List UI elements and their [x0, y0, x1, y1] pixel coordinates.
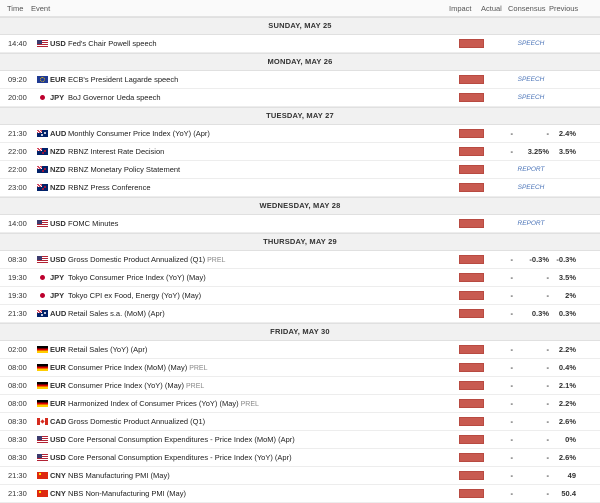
impact-indicator [459, 309, 487, 318]
actual-value: - [510, 399, 513, 408]
event-row[interactable] [0, 305, 600, 323]
event-name-text: RBNZ Press Conference [68, 183, 151, 192]
event-row[interactable] [0, 413, 600, 431]
impact-high-bar [459, 381, 484, 390]
event-currency: NZD [50, 165, 66, 174]
usd-flag-icon [37, 220, 48, 227]
actual-value: - [510, 129, 513, 138]
event-currency: NZD [50, 183, 66, 192]
consensus-value: - [546, 381, 549, 390]
event-currency: CNY [50, 471, 66, 480]
event-name[interactable] [68, 129, 458, 138]
event-row[interactable] [0, 431, 600, 449]
event-currency: USD [50, 453, 66, 462]
event-currency: USD [50, 255, 66, 264]
day-header: THURSDAY, MAY 29 [0, 233, 600, 251]
event-time: 19:30 [8, 273, 27, 282]
impact-high-bar [459, 417, 484, 426]
jpy-flag-icon [37, 274, 48, 281]
event-time: 09:20 [8, 75, 27, 84]
previous-value: 2% [565, 291, 576, 300]
event-name[interactable] [68, 39, 458, 48]
consensus-value: - [546, 435, 549, 444]
jpy-flag-icon [37, 94, 48, 101]
impact-high-bar [459, 273, 484, 282]
consensus-value: - [546, 345, 549, 354]
event-row[interactable] [0, 179, 600, 197]
event-name[interactable] [68, 273, 458, 282]
event-row[interactable] [0, 143, 600, 161]
event-link[interactable]: SPEECH [517, 94, 545, 101]
event-row[interactable] [0, 485, 600, 503]
impact-indicator [459, 129, 487, 138]
impact-indicator [459, 381, 487, 390]
aud-flag-icon [37, 130, 48, 137]
previous-value: 0.4% [558, 363, 576, 372]
header-event[interactable]: Event [31, 3, 51, 13]
event-name[interactable] [68, 309, 458, 318]
event-currency: JPY [50, 291, 65, 300]
usd-flag-icon [37, 40, 48, 47]
impact-indicator [459, 255, 487, 264]
impact-indicator [459, 345, 487, 354]
event-link[interactable]: REPORT [517, 166, 545, 173]
consensus-value: 0.3% [531, 309, 549, 318]
event-time: 22:00 [8, 165, 27, 174]
impact-high-bar [459, 183, 484, 192]
event-name[interactable] [68, 381, 458, 390]
event-time: 08:00 [8, 381, 27, 390]
event-time: 08:30 [8, 435, 27, 444]
event-link[interactable]: SPEECH [517, 40, 545, 47]
event-name-text: RBNZ Interest Rate Decision [68, 147, 165, 156]
previous-value: 2.4% [558, 129, 576, 138]
event-name[interactable] [68, 417, 458, 426]
table-header [0, 0, 600, 17]
header-previous[interactable]: Previous [549, 3, 579, 13]
impact-indicator [459, 399, 487, 408]
cny-flag-icon [37, 490, 48, 497]
impact-high-bar [459, 489, 484, 498]
event-currency: EUR [50, 75, 66, 84]
previous-value: 3.5% [558, 273, 576, 282]
aud-flag-icon [37, 310, 48, 317]
impact-indicator [459, 39, 487, 48]
actual-value: - [510, 309, 513, 318]
event-name-text: BoJ Governor Ueda speech [68, 93, 161, 102]
consensus-value: - [546, 453, 549, 462]
event-time: 23:00 [8, 183, 27, 192]
event-name[interactable] [68, 219, 458, 228]
consensus-value: - [546, 399, 549, 408]
event-name-text: Gross Domestic Product Annualized (Q1) [68, 417, 206, 426]
impact-high-bar [459, 399, 484, 408]
previous-value: 49 [567, 471, 576, 480]
impact-indicator [459, 453, 487, 462]
cny-flag-icon [37, 472, 48, 479]
event-name-text: Retail Sales s.a. (MoM) (Apr) [68, 309, 165, 318]
calendar-body [0, 17, 600, 503]
event-name-text: FOMC Minutes [68, 219, 119, 228]
day-header: WEDNESDAY, MAY 28 [0, 197, 600, 215]
impact-high-bar [459, 471, 484, 480]
eur-flag-icon [37, 76, 48, 83]
impact-high-bar [459, 219, 484, 228]
event-time: 08:00 [8, 363, 27, 372]
event-time: 08:30 [8, 453, 27, 462]
event-name-text: Monthly Consumer Price Index (YoY) (Apr) [68, 129, 210, 138]
consensus-value: - [546, 273, 549, 282]
event-name[interactable] [68, 165, 458, 174]
impact-high-bar [459, 453, 484, 462]
prel-badge: PREL [186, 383, 205, 390]
header-impact[interactable]: Impact [449, 3, 472, 13]
actual-value: - [510, 417, 513, 426]
event-name-text: Gross Domestic Product Annualized (Q1) [68, 255, 206, 264]
event-name-text: NBS Non-Manufacturing PMI (May) [68, 489, 186, 498]
impact-high-bar [459, 255, 484, 264]
prel-badge: PREL [240, 401, 259, 408]
event-row[interactable] [0, 71, 600, 89]
actual-value: - [510, 345, 513, 354]
event-name-text: ECB's President Lagarde speech [68, 75, 179, 84]
impact-indicator [459, 165, 487, 174]
eur-de-flag-icon [37, 346, 48, 353]
event-row[interactable] [0, 395, 600, 413]
event-row[interactable] [0, 161, 600, 179]
event-name[interactable] [68, 453, 458, 462]
actual-value: - [510, 291, 513, 300]
consensus-value: - [546, 417, 549, 426]
previous-value: 2.6% [558, 453, 576, 462]
previous-value: 0% [565, 435, 576, 444]
actual-value: - [510, 273, 513, 282]
actual-value: - [510, 489, 513, 498]
actual-value: - [510, 381, 513, 390]
event-currency: USD [50, 39, 66, 48]
event-currency: CAD [50, 417, 67, 426]
event-currency: EUR [50, 381, 66, 390]
day-header: SUNDAY, MAY 25 [0, 17, 600, 35]
event-name-text: Retail Sales (YoY) (Apr) [68, 345, 148, 354]
event-time: 21:30 [8, 309, 27, 318]
event-row[interactable] [0, 269, 600, 287]
impact-high-bar [459, 93, 484, 102]
impact-indicator [459, 417, 487, 426]
impact-indicator [459, 435, 487, 444]
event-name-text: RBNZ Monetary Policy Statement [68, 165, 181, 174]
event-link[interactable]: SPEECH [517, 76, 545, 83]
event-name-text: Core Personal Consumption Expenditures - Price Index (MoM) (Apr) [68, 435, 295, 444]
impact-high-bar [459, 363, 484, 372]
eur-de-flag-icon [37, 382, 48, 389]
jpy-flag-icon [37, 292, 48, 299]
event-currency: EUR [50, 345, 66, 354]
event-name[interactable] [68, 489, 458, 498]
event-name-text: Tokyo Consumer Price Index (YoY) (May) [68, 273, 206, 282]
event-currency: NZD [50, 147, 66, 156]
event-time: 08:30 [8, 417, 27, 426]
event-link[interactable]: REPORT [517, 220, 545, 227]
header-consensus[interactable]: Consensus [508, 3, 546, 13]
impact-indicator [459, 75, 487, 84]
impact-high-bar [459, 147, 484, 156]
consensus-value: - [546, 471, 549, 480]
event-name-text: Fed's Chair Powell speech [68, 39, 157, 48]
event-name[interactable] [68, 93, 458, 102]
prel-badge: PREL [189, 365, 208, 372]
event-time: 21:30 [8, 489, 27, 498]
event-name[interactable] [68, 363, 458, 372]
nzd-flag-icon [37, 166, 48, 173]
event-row[interactable] [0, 215, 600, 233]
cad-flag-icon [37, 418, 48, 425]
nzd-flag-icon [37, 148, 48, 155]
previous-value: -0.3% [556, 255, 576, 264]
day-header: TUESDAY, MAY 27 [0, 107, 600, 125]
previous-value: 0.3% [558, 309, 576, 318]
actual-value: - [510, 363, 513, 372]
event-name-text: Tokyo CPI ex Food, Energy (YoY) (May) [68, 291, 202, 300]
impact-high-bar [459, 165, 484, 174]
event-time: 02:00 [8, 345, 27, 354]
eur-de-flag-icon [37, 364, 48, 371]
event-time: 21:30 [8, 129, 27, 138]
consensus-value: - [546, 129, 549, 138]
event-currency: EUR [50, 399, 66, 408]
event-name[interactable] [68, 471, 458, 480]
event-name-text: Consumer Price Index (MoM) (May) [68, 363, 188, 372]
usd-flag-icon [37, 256, 48, 263]
header-actual[interactable]: Actual [481, 3, 502, 13]
event-name[interactable] [68, 291, 458, 300]
impact-high-bar [459, 309, 484, 318]
event-link[interactable]: SPEECH [517, 184, 545, 191]
event-name-text: Harmonized Index of Consumer Prices (YoY) (May) [68, 399, 239, 408]
impact-indicator [459, 489, 487, 498]
impact-indicator [459, 93, 487, 102]
event-currency: EUR [50, 363, 66, 372]
impact-indicator [459, 363, 487, 372]
event-currency: CNY [50, 489, 66, 498]
event-currency: JPY [50, 273, 65, 282]
impact-indicator [459, 219, 487, 228]
event-name[interactable] [68, 435, 458, 444]
event-name[interactable] [68, 399, 458, 408]
impact-indicator [459, 471, 487, 480]
event-row[interactable] [0, 467, 600, 485]
event-name[interactable] [68, 255, 458, 264]
previous-value: 2.1% [558, 381, 576, 390]
consensus-value: 3.25% [527, 147, 549, 156]
event-name[interactable] [68, 75, 458, 84]
previous-value: 2.2% [558, 399, 576, 408]
consensus-value: -0.3% [529, 255, 549, 264]
event-time: 08:30 [8, 255, 27, 264]
actual-value: - [510, 435, 513, 444]
nzd-flag-icon [37, 184, 48, 191]
event-time: 19:30 [8, 291, 27, 300]
event-time: 20:00 [8, 93, 27, 102]
impact-high-bar [459, 345, 484, 354]
previous-value: 50.4 [561, 489, 576, 498]
event-currency: JPY [50, 93, 65, 102]
event-row[interactable] [0, 35, 600, 53]
previous-value: 3.5% [558, 147, 576, 156]
impact-indicator [459, 291, 487, 300]
event-name[interactable] [68, 183, 458, 192]
impact-indicator [459, 183, 487, 192]
event-row[interactable] [0, 125, 600, 143]
actual-value: - [510, 453, 513, 462]
event-name-text: NBS Manufacturing PMI (May) [68, 471, 170, 480]
event-name-text: Core Personal Consumption Expenditures - Price Index (YoY) (Apr) [68, 453, 292, 462]
event-row[interactable] [0, 359, 600, 377]
impact-indicator [459, 273, 487, 282]
consensus-value: - [546, 291, 549, 300]
event-currency: USD [50, 219, 66, 228]
consensus-value: - [546, 363, 549, 372]
previous-value: 2.2% [558, 345, 576, 354]
event-name[interactable] [68, 147, 458, 156]
event-time: 14:40 [8, 39, 27, 48]
event-name-text: Consumer Price Index (YoY) (May) [68, 381, 185, 390]
actual-value: - [510, 147, 513, 156]
event-row[interactable] [0, 251, 600, 269]
impact-high-bar [459, 75, 484, 84]
event-name[interactable] [68, 345, 458, 354]
impact-high-bar [459, 435, 484, 444]
impact-high-bar [459, 291, 484, 300]
usd-flag-icon [37, 436, 48, 443]
impact-high-bar [459, 39, 484, 48]
event-time: 22:00 [8, 147, 27, 156]
event-row[interactable] [0, 449, 600, 467]
event-row[interactable] [0, 377, 600, 395]
event-time: 14:00 [8, 219, 27, 228]
usd-flag-icon [37, 454, 48, 461]
event-row[interactable] [0, 89, 600, 107]
actual-value: - [510, 471, 513, 480]
impact-indicator [459, 147, 487, 156]
event-row[interactable] [0, 341, 600, 359]
day-header: FRIDAY, MAY 30 [0, 323, 600, 341]
event-currency: USD [50, 435, 66, 444]
event-currency: AUD [50, 129, 67, 138]
previous-value: 2.6% [558, 417, 576, 426]
impact-high-bar [459, 129, 484, 138]
event-time: 08:00 [8, 399, 27, 408]
header-time[interactable]: Time [7, 3, 24, 13]
event-row[interactable] [0, 287, 600, 305]
consensus-value: - [546, 489, 549, 498]
event-currency: AUD [50, 309, 67, 318]
prel-badge: PREL [207, 257, 226, 264]
event-time: 21:30 [8, 471, 27, 480]
day-header: MONDAY, MAY 26 [0, 53, 600, 71]
eur-de-flag-icon [37, 400, 48, 407]
actual-value: - [510, 255, 513, 264]
